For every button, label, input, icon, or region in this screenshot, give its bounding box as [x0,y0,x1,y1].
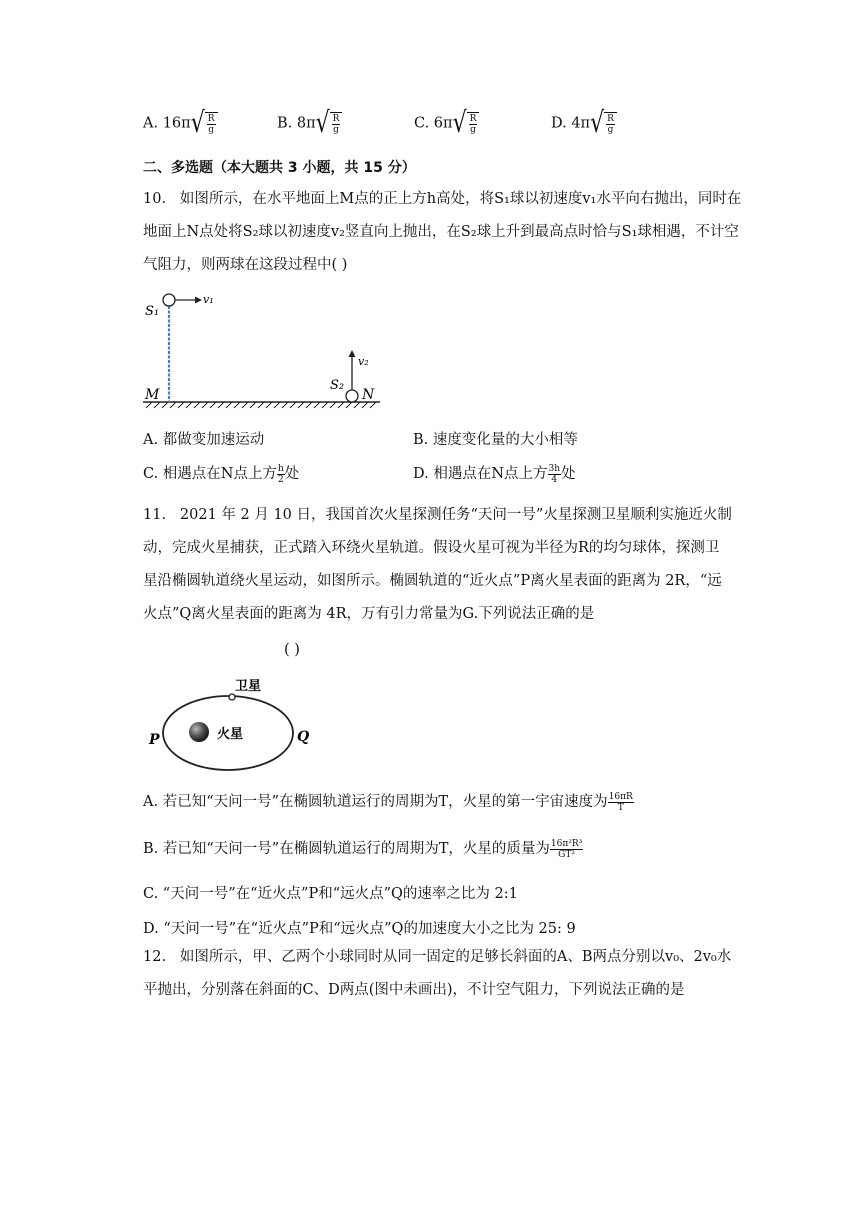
sqrt-expression: √ $\frac{R}{g}$ [191,112,218,135]
label-p: P [149,732,160,748]
q10-option-c [143,462,299,485]
q10-figure [140,285,390,410]
label-s1: S₁ [145,304,160,319]
fraction [550,839,583,860]
q10-option-a: A. 都做变加速运动 [143,432,265,448]
label-satellite: 卫星 [235,679,262,694]
q10-text: 如图所示，在水平地面上M点的正上方h高处，将S₁球以初速度v₁水平向右抛出，同时在 [179,191,742,207]
label-v1: v₁ [203,293,214,306]
option-text: 处 [561,466,576,482]
option-text: D. 相遇点在N点上方 [413,466,548,482]
q11-line-3: 星沿椭圆轨道绕火星运动，如图所示。椭圆轨道的“近火点”P离火星表面的距离为 2R，“远 [143,573,722,589]
label-q: Q [297,729,310,745]
option-label: D. [551,115,572,132]
option-coef: 8π [296,115,316,132]
q10-line-2: 地面上N点处将S₂球以初速度v₂竖直向上抛出，在S₂球上升到最高点时恰与S₁球相遇，不计空 [143,224,739,240]
frac-num: 16π²R³ [550,838,583,849]
q10-option-b: B. 速度变化量的大小相等 [413,432,578,448]
frac-num: R [332,114,340,124]
label-n: N [362,387,375,403]
frac-den: g [333,125,339,135]
option-label: A. [143,115,163,132]
ball-s2-icon [346,390,358,402]
q9-option-c [414,106,479,140]
ball-s1-icon [163,294,175,306]
option-text: 处 [284,466,300,482]
q11-line-4: 火点”Q离火星表面的距离为 4R，万有引力常量为G.下列说法正确的是 [143,606,595,622]
q12-line-1 [143,941,753,974]
option-coef: 16π [162,115,191,132]
question-number: 11. [143,507,167,523]
option-coef: 6π [433,115,453,132]
q11-text: 2021 年 2 月 10 日，我国首次火星探测任务“天问一号”火星探测卫星顺利实施近火制 [179,507,732,523]
q11-option-c: C. “天问一号”在“近火点”P和“远火点”Q的速率之比为 2:1 [143,886,518,902]
q12-text: 如图所示，甲、乙两个小球同时从同一固定的足够长斜面的A、B两点分别以v₀、2v₀水 [179,949,732,965]
question-number: 10. [143,191,167,207]
q11-option-a [143,790,634,813]
question-number: 12. [143,949,167,965]
q12-line-2: 平抛出，分别落在斜面的C、D两点(图中未画出)，不计空气阻力，下列说法正确的是 [143,982,685,998]
frac-num: R [469,114,477,124]
frac-den: 4 [551,474,558,485]
q9-option-a [143,106,218,140]
sqrt-expression: √ $\frac{R}{g}$ [590,112,617,135]
option-text: B. 若已知“天问一号”在椭圆轨道运行的周期为T，火星的质量为 [143,841,550,857]
frac-den: T [617,802,624,813]
label-s2: S₂ [330,378,345,393]
v1-arrowhead-icon [195,297,202,304]
option-text: A. 若已知“天问一号”在椭圆轨道运行的周期为T，火星的第一宇宙速度为 [143,794,608,810]
q11-option-b [143,837,583,860]
frac-den: g [470,125,476,135]
frac-num: R [207,114,215,124]
q12-stem [143,941,753,1007]
fraction [608,792,634,813]
q10-stem [143,183,753,282]
frac-num: 3h [548,463,561,474]
fraction [277,464,285,485]
option-label: C. [414,115,434,132]
option-coef: 4π [571,115,591,132]
option-text: C. 相遇点在N点上方 [143,466,277,482]
label-v2: v₂ [358,355,369,368]
q10-option-d [413,462,576,485]
v2-arrowhead-icon [349,350,356,357]
frac-den: 2 [278,474,284,485]
q9-option-d [551,106,617,140]
option-label: B. [277,115,297,132]
ground-hatching [146,402,376,408]
section-heading: 二、多选题（本大题共 3 小题，共 15 分） [143,160,416,176]
satellite-icon [229,694,235,700]
q9-option-b [277,106,342,140]
label-mars: 火星 [217,727,244,742]
q10-line-1 [143,183,753,216]
frac-num: 16πR [608,791,633,802]
frac-den: g [607,125,614,135]
label-m: M [145,387,160,403]
mars-icon [189,722,209,742]
frac-num: R [607,114,614,124]
sqrt-expression: √ $\frac{R}{g}$ [316,112,343,135]
q11-stem [143,499,753,631]
q10-line-3: 气阻力，则两球在这段过程中( ) [143,257,348,273]
q11-line-1 [143,499,753,532]
sqrt-expression: √ $\frac{R}{g}$ [453,112,480,135]
frac-num: h [277,463,284,474]
q11-answer-bracket: ( ) [284,642,300,658]
frac-den: GT² [558,849,575,860]
q11-figure [145,673,325,773]
frac-den: g [208,125,214,135]
q11-line-2: 动，完成火星捕获，正式踏入环绕火星轨道。假设火星可视为半径为R的均匀球体，探测卫 [143,540,720,556]
q11-option-d: D. “天问一号”在“近火点”P和“远火点”Q的加速度大小之比为 25: 9 [143,921,576,937]
fraction [548,464,562,485]
